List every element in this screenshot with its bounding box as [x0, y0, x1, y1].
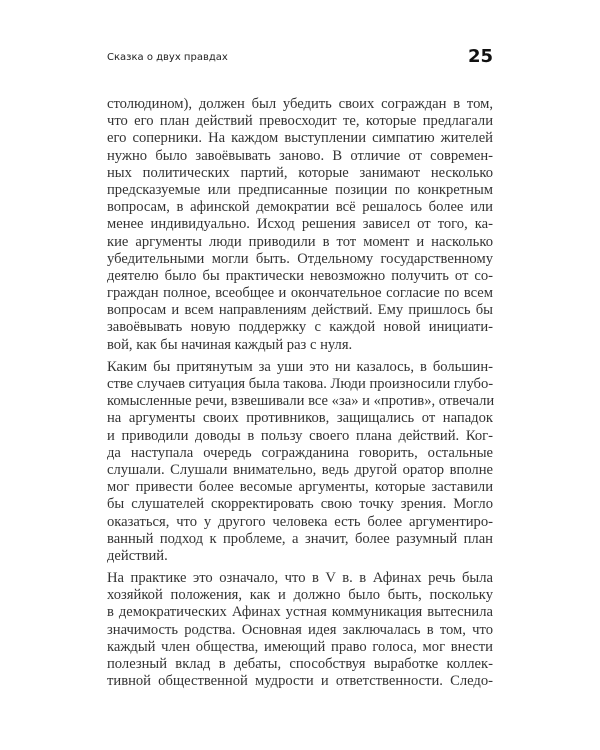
text-line: слушали. Слушали внимательно, ведь другой оратор вполне	[107, 461, 493, 478]
text-line: столюдином), должен был убедить своих сограждан в том,	[107, 96, 493, 112]
text-line: кие аргументы люди приводили в тот момент и насколько	[107, 233, 493, 250]
text-line: на аргументы своих противников, защищались от нападок	[107, 410, 493, 427]
text-line: комысленные речи, взвешивали все «за» и «против», отвечали	[107, 393, 495, 410]
text-line: и приводили доводы в пользу своего плана действий. Ког-	[107, 427, 493, 444]
text-line: ванный подход к проблеме, а значит, более разумный план	[107, 530, 493, 547]
text-line: бы слушателей скорректировать свою точку зрения. Могло	[107, 496, 493, 513]
text-line: в демократических Афинах устная коммуникация вытеснила	[107, 604, 493, 621]
text-line: нужно было завоёвывать заново. В отличие от современ-	[107, 147, 493, 164]
paragraph	[107, 359, 493, 565]
text-line: убедительными могли быть. Отдельному государственному	[107, 250, 493, 267]
text-line: вопросам, в афинской демократии всё решалось более или	[107, 199, 493, 216]
text-line: предсказуемые или предписанные позиции по конкретным	[107, 181, 493, 198]
text-line: значимость родства. Основная идея заключалась в том, что	[107, 621, 493, 638]
text-line: хозяйкой положения, как и должно было быть, поскольку	[107, 587, 493, 604]
paragraph	[107, 570, 493, 690]
text-line: мог привести более весомые аргументы, которые заставили	[107, 479, 493, 496]
text-line: тивной общественной мудрости и ответственности. Следо-	[107, 673, 493, 690]
text-line: оказаться, что у другого человека есть более аргументиро-	[107, 513, 493, 530]
running-title: Сказка о двух правдах	[107, 52, 228, 63]
page-number: 25	[467, 46, 493, 67]
text-line: полезный вклад в дебаты, способствуя выработке коллек-	[107, 656, 493, 672]
text-line: деятелю было бы практически невозможно получить от со-	[107, 267, 493, 284]
text-line: действий.	[107, 547, 168, 564]
text-line: вой, как бы начиная каждый раз с нуля.	[107, 336, 353, 353]
text-line: стве случаев ситуация была такова. Люди произносили глубо-	[107, 376, 494, 392]
paragraph	[107, 96, 493, 354]
text-line: да наступала очередь согражданина говорить, остальные	[107, 444, 493, 461]
text-line: ных политических партий, которые занимают несколько	[107, 164, 493, 181]
text-line: завоёвывать новую поддержку с каждой новой инициати-	[107, 319, 493, 336]
text-line: На практике это означало, что в V в. в Афинах речь была	[107, 570, 493, 587]
text-line: менее индивидуально. Исход решения зависел от того, ка-	[107, 216, 493, 233]
text-line: вопросам и всем направлениям действий. Ему пришлось бы	[107, 302, 493, 319]
text-line: что его план действий превосходит те, которые предлагали	[107, 113, 493, 130]
text-line: его соперники. На каждом выступлении симпатию жителей	[107, 130, 493, 147]
text-line: каждый член общества, имеющий право голоса, мог внести	[107, 638, 493, 655]
page-body	[107, 96, 493, 695]
text-line: граждан полное, всеобщее и окончательное согласие по всем	[107, 285, 493, 302]
page-header	[107, 48, 493, 70]
text-line: Каким бы притянутым за уши это ни казалось, в большин-	[107, 358, 493, 375]
